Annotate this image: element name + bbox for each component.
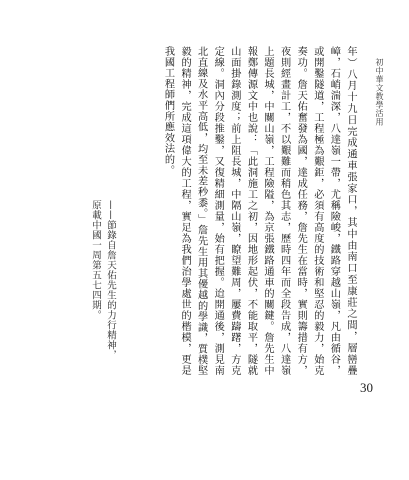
body-text [120, 46, 358, 376]
running-header: 初中華文教學活用 [375, 58, 384, 126]
body-paragraph: 年）八月十九日完成通車張家口，其中由南口至康莊之間，層巒疊嶂，石峭湍深，八達嶺一帶，尤稱險峻，鐵路穿越山嶺，凡由循谷，或開鑿隧道，工程極為艱鉅，必須有高度的技術和堅忍的毅力，始克奏功。詹天佑奮發為國，達成任務，詹先生在當時，實則籌措有方，夜則經畫計工，不以艱難而稍色其志，歷時四年而全段告成，八達嶺上題長城，中關山嶺，工程險隘，為京張鐵路通車的關鍵。詹先生中報鄭傳源文中也說：「此洞施工之初，因地形起伏，不能取平，隧就山面掛錄測度；前上阻長城，中隔山嶺，瞭望難周，屢費躊躇，方克定線。洞內分段推鑿，又復精細測量，始有把握。迨開通後，測見南北直線及水平高低，均至未差秒黍。」詹先生用其優越的學識，質樸堅毅的精神，完成這項偉大的工程，實足為我們治學處世的楷模，更是我國工程師們所應效法的。 [162, 46, 356, 376]
citation-line-2: 原載中國一周第五七四期。 [90, 200, 101, 320]
citation-line-1: ——節錄自詹天佑先生的力行精神， [105, 200, 116, 360]
citation [88, 200, 118, 400]
page-number: 30 [360, 380, 373, 395]
